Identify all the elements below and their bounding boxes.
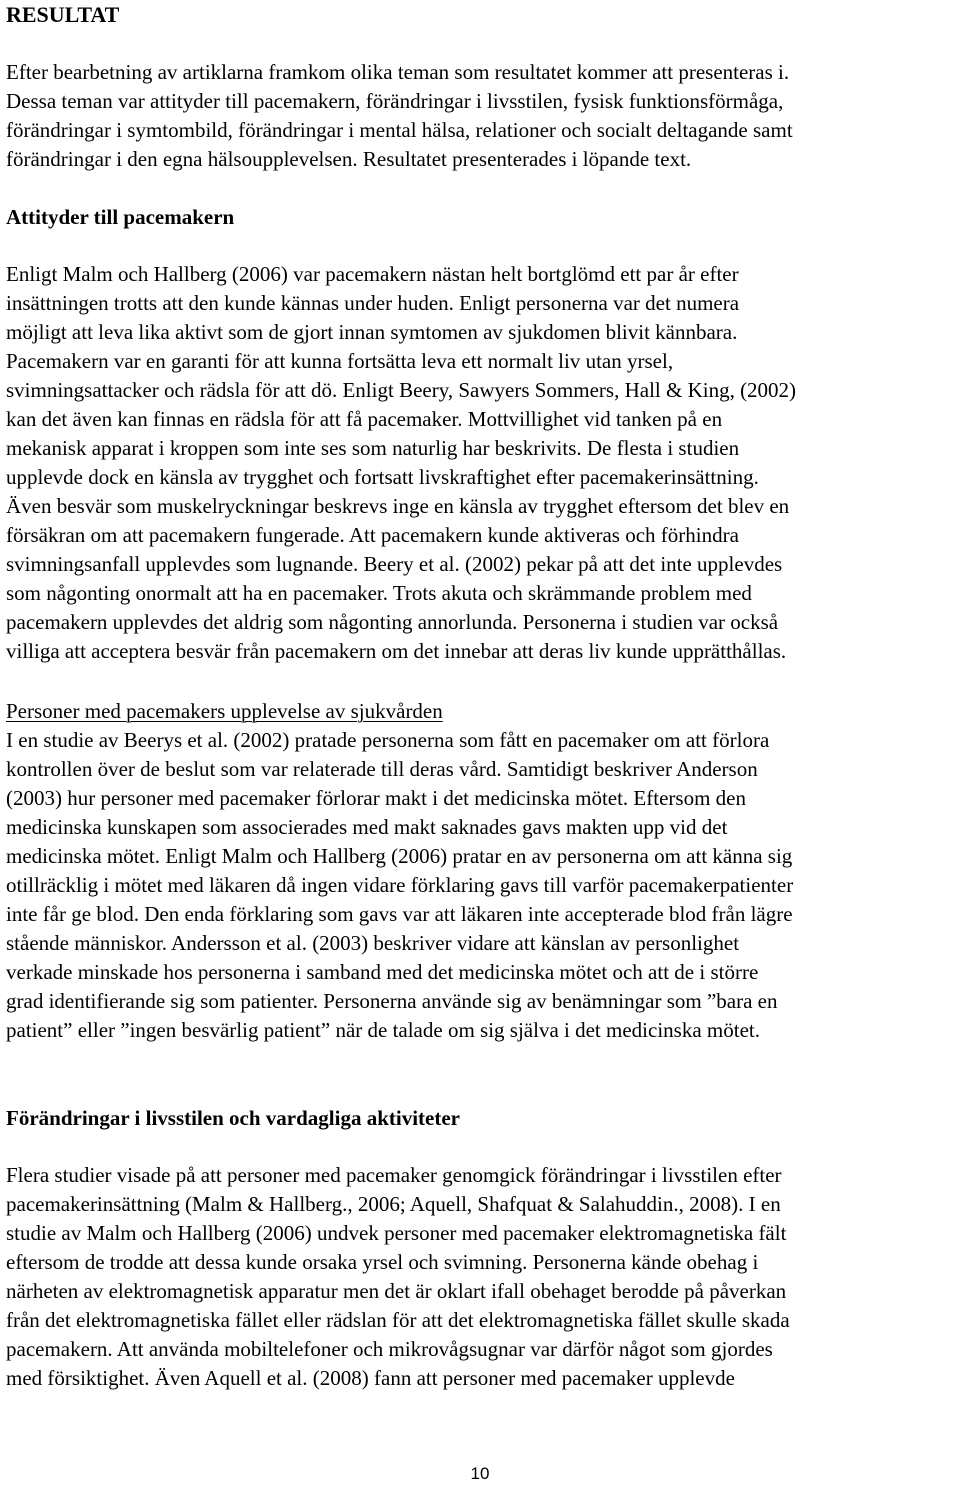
- text-line: Flera studier visade på att personer med pacemaker genomgick förändringar i livsstilen efter: [6, 1163, 782, 1187]
- text-line: förändringar i den egna hälsoupplevelsen. Resultatet presenterades i löpande text.: [6, 147, 692, 171]
- page-number: 10: [470, 1464, 490, 1483]
- text-line: medicinska kunskapen som associerades med makt saknades gavs makten upp vid det: [6, 815, 728, 839]
- text-line: Enligt Malm och Hallberg (2006) var pacemakern nästan helt bortglömd ett par år efter: [6, 262, 739, 286]
- text-line: (2003) hur personer med pacemaker förlorar makt i det medicinska mötet. Eftersom den: [6, 786, 746, 810]
- text-line: pacemakern upplevdes det aldrig som någonting annorlunda. Personerna i studien var också: [6, 610, 779, 634]
- text-line: med försiktighet. Även Aquell et al. (2008) fann att personer med pacemaker upplevde: [6, 1366, 735, 1390]
- heading-sjukvarden: Personer med pacemakers upplevelse av sjukvården: [6, 699, 443, 723]
- text-line: patient” eller ”ingen besvärlig patient” när de talade om sig själva i det medicinska mötet.: [6, 1018, 760, 1042]
- text-line: otillräcklig i mötet med läkaren då ingen vidare förklaring gavs till varför pacemakerpatienter: [6, 873, 794, 897]
- text-line: förändringar i symtombild, förändringar i mental hälsa, relationer och socialt deltagande samt: [6, 118, 793, 142]
- text-line: grad identifierande sig som patienter. Personerna använde sig av benämningar som ”bara en: [6, 989, 778, 1013]
- text-line: Även besvär som muskelryckningar beskrevs inge en känsla av trygghet eftersom det blev en: [6, 494, 790, 518]
- text-line: pacemakerinsättning (Malm & Hallberg., 2006; Aquell, Shafquat & Salahuddin., 2008). I en: [6, 1192, 781, 1216]
- text-line: svimningsanfall upplevdes som lugnande. Beery et al. (2002) pekar på att det inte upplevdes: [6, 552, 783, 576]
- text-line: försäkran om att pacemakern fungerade. Att pacemakern kunde aktiveras och förhindra: [6, 523, 739, 547]
- text-line: Efter bearbetning av artiklarna framkom olika teman som resultatet kommer att presenteras i.: [6, 60, 790, 84]
- text-line: pacemakern. Att använda mobiltelefoner och mikrovågsugnar var därför något som gjordes: [6, 1337, 773, 1361]
- text-line: insättningen trotts att den kunde kännas under huden. Enligt personerna var det numera: [6, 291, 740, 315]
- text-line: upplevde dock en känsla av trygghet och fortsatt livskraftighet efter pacemakerinsättning.: [6, 465, 759, 489]
- text-line: svimningsattacker och rädsla för att dö. Enligt Beery, Sawyers Sommers, Hall & King, (2002): [6, 378, 797, 402]
- section-title: RESULTAT: [6, 2, 120, 27]
- text-line: inte får ge blod. Den enda förklaring som gavs var att läkaren inte accepterade blod från lägre: [6, 902, 793, 926]
- text-line: verkade minskade hos personerna i samband med det medicinska mötet och att de i större: [6, 960, 759, 984]
- text-line: som någonting onormalt att ha en pacemaker. Trots akuta och skrämmande problem med: [6, 581, 752, 605]
- text-line: från det elektromagnetiska fället eller rädslan för att det elektromagnetiska fället skulle skada: [6, 1308, 790, 1332]
- text-line: stående människor. Andersson et al. (2003) beskriver vidare att känslan av personlighet: [6, 931, 740, 955]
- heading-attityder: Attityder till pacemakern: [6, 205, 235, 229]
- text-line: villiga att acceptera besvär från pacemakern om det innebar att deras liv kunde upprätthållas.: [6, 639, 787, 663]
- text-line: Pacemakern var en garanti för att kunna fortsätta leva ett normalt liv utan yrsel,: [6, 349, 674, 373]
- text-line: kontrollen över de beslut som var relaterade till deras vård. Samtidigt beskriver Anderson: [6, 757, 758, 781]
- text-line: I en studie av Beerys et al. (2002) pratade personerna som fått en pacemaker om att förlora: [6, 728, 770, 752]
- text-line: eftersom de trodde att dessa kunde orsaka yrsel och svimning. Personerna kände obehag i: [6, 1250, 759, 1274]
- text-line: studie av Malm och Hallberg (2006) undvek personer med pacemaker elektromagnetiska fält: [6, 1221, 787, 1245]
- text-line: möjligt att leva lika aktivt som de gjort innan symtomen av sjukdomen blivit kännbara.: [6, 320, 738, 344]
- text-line: medicinska mötet. Enligt Malm och Hallberg (2006) pratar en av personerna om att känna sig: [6, 844, 793, 868]
- text-line: Dessa teman var attityder till pacemakern, förändringar i livsstilen, fysisk funktionsförmåga,: [6, 89, 784, 113]
- heading-livsstil: Förändringar i livsstilen och vardagliga aktiviteter: [6, 1106, 461, 1130]
- text-line: mekanisk apparat i kroppen som inte ses som naturlig har beskrivits. De flesta i studien: [6, 436, 740, 460]
- text-line: närheten av elektromagnetisk apparatur men det är oklart ifall obehaget berodde på påverkan: [6, 1279, 787, 1303]
- text-line: kan det även kan finnas en rädsla för att få pacemaker. Mottvillighet vid tanken på en: [6, 407, 723, 431]
